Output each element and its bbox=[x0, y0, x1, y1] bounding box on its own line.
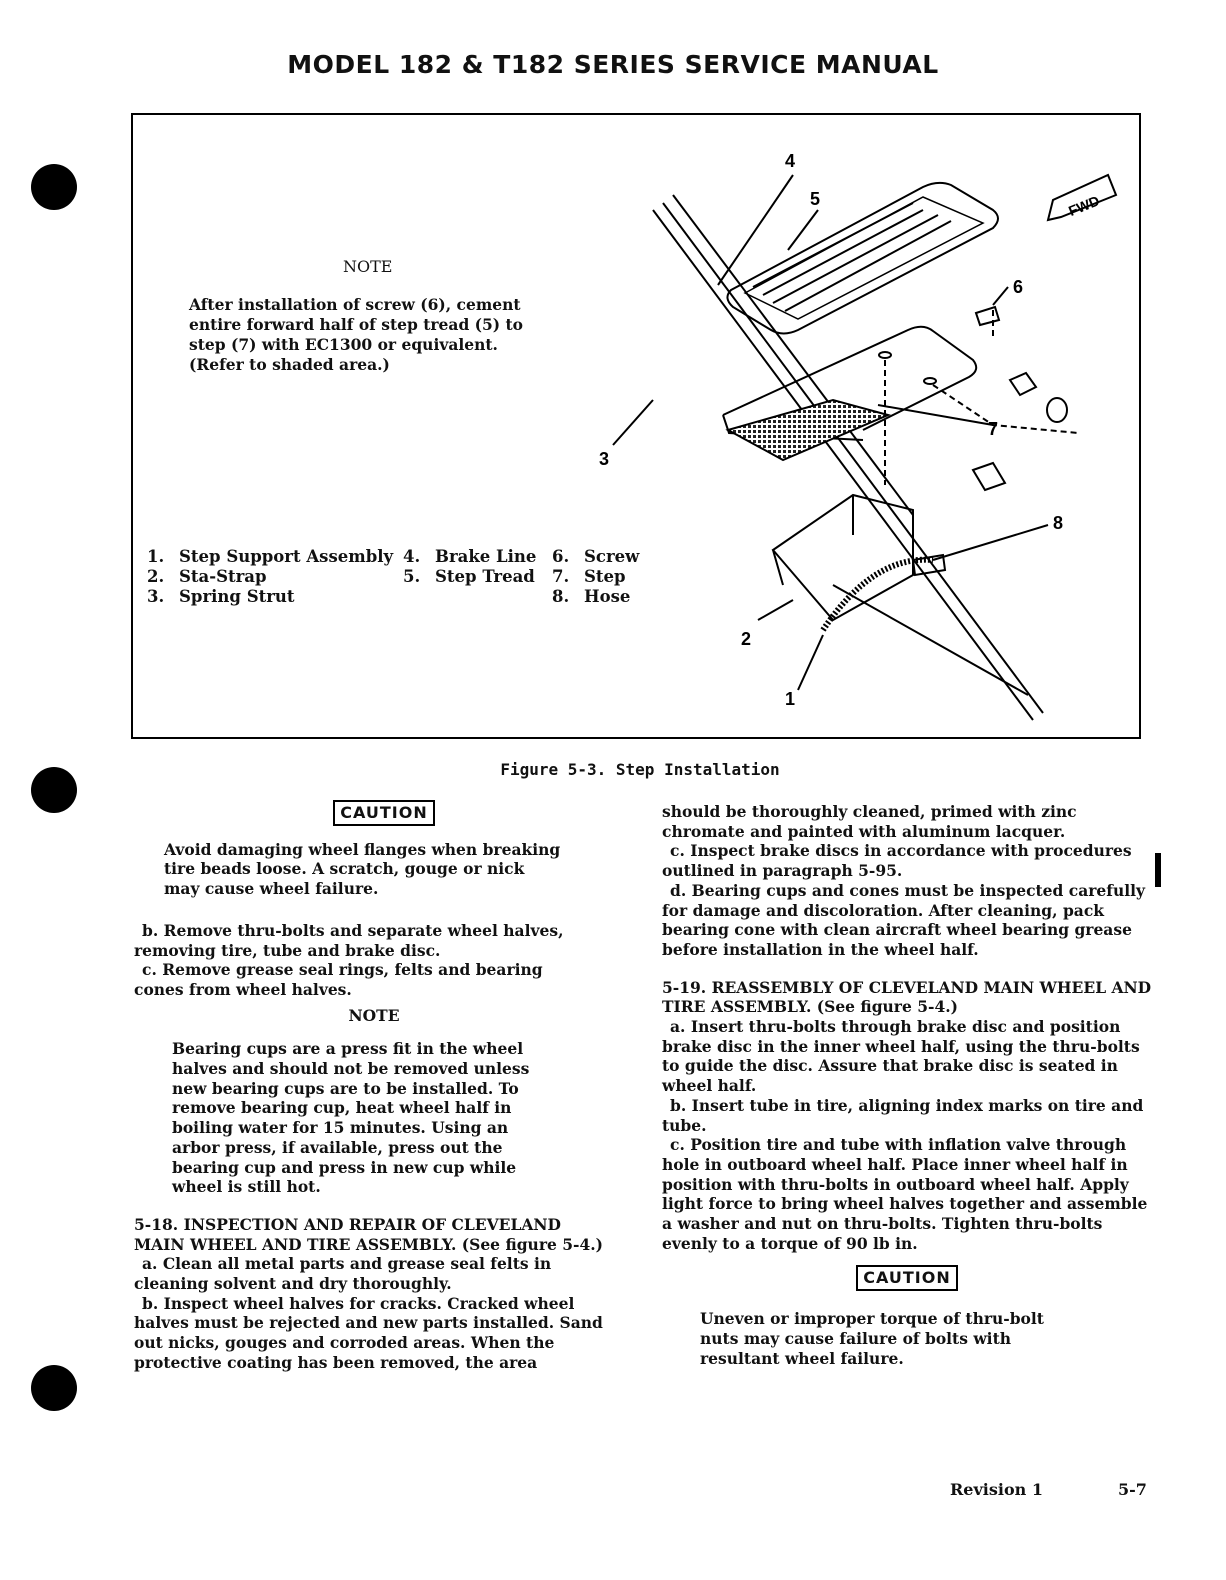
caution-label: CAUTION bbox=[856, 1265, 957, 1291]
step-5-18-d: d. Bearing cups and cones must be inspected carefully for damage and discoloration. After cleaning, pack bearing cone with clean aircraft wheel bearing grease before installation in the wheel half. bbox=[662, 880, 1145, 959]
strut-line bbox=[663, 203, 1043, 713]
callout-2: 2 bbox=[741, 629, 752, 649]
legend-num: 2. bbox=[147, 567, 165, 586]
figure-caption: Figure 5-3. Step Installation bbox=[500, 760, 780, 779]
step-5-19-b: b. Insert tube in tire, aligning index marks on tire and tube. bbox=[662, 1095, 1144, 1135]
section-5-18-heading: 5-18. INSPECTION AND REPAIR OF CLEVELAND MAIN WHEEL AND TIRE ASSEMBLY. (See figure 5-4.) bbox=[134, 1214, 603, 1254]
legend-num: 7. bbox=[552, 567, 570, 586]
legend-label: Hose bbox=[584, 587, 631, 606]
step-tread bbox=[727, 183, 998, 334]
left-column bbox=[134, 800, 614, 1373]
legend-label: Spring Strut bbox=[179, 587, 295, 606]
binder-hole bbox=[31, 164, 77, 210]
legend-num: 3. bbox=[147, 587, 165, 606]
step-5-18-c: c. Inspect brake discs in accordance with procedures outlined in paragraph 5-95. bbox=[662, 841, 1132, 881]
nut bbox=[1010, 373, 1036, 395]
caution-text: Uneven or improper torque of thru-bolt nuts may cause failure of bolts with resultant wheel failure. bbox=[700, 1309, 1044, 1368]
bolt bbox=[973, 463, 1005, 490]
figure-5-3 bbox=[131, 113, 1141, 739]
page-title: MODEL 182 & T182 SERIES SERVICE MANUAL bbox=[287, 50, 939, 79]
screw bbox=[976, 307, 999, 325]
step-5-18-b: b. Inspect wheel halves for cracks. Cracked wheel halves must be rejected and new parts installed. Sand out nicks, gouges and corroded areas. When the protective coating has been removed, the area bbox=[134, 1293, 603, 1372]
legend-num: 8. bbox=[552, 587, 570, 606]
step-5-18-a: a. Clean all metal parts and grease seal felts in cleaning solvent and dry thoroughly. bbox=[134, 1254, 552, 1294]
callout-7: 7 bbox=[988, 419, 999, 439]
page-number: 5-7 bbox=[1118, 1480, 1147, 1499]
step-installation-drawing bbox=[133, 115, 1139, 737]
legend-num: 6. bbox=[552, 547, 570, 566]
washer bbox=[1047, 398, 1067, 422]
strut-line bbox=[653, 210, 1033, 720]
callout-8: 8 bbox=[1053, 513, 1064, 533]
fwd-label: FWD bbox=[1066, 192, 1102, 220]
callout-1: 1 bbox=[785, 689, 796, 709]
legend-label: Brake Line bbox=[435, 547, 537, 566]
binder-hole bbox=[31, 1365, 77, 1411]
legend-num: 4. bbox=[403, 547, 421, 566]
step-5-19-c: c. Position tire and tube with inflation valve through hole in outboard wheel half. Place inner wheel half in position with thru-bolts in outboard wheel half. Apply light force to bring wheel halves together and assemble a washer and nut on thru-bolts. Tighten thru-bolts evenly to a torque of 90 lb in. bbox=[662, 1135, 1148, 1253]
legend-label: Step bbox=[584, 567, 626, 586]
callout-6: 6 bbox=[1013, 277, 1024, 297]
callout-5: 5 bbox=[810, 189, 821, 209]
continued-text: should be thoroughly cleaned, primed with zinc chromate and painted with aluminum lacquer. bbox=[662, 802, 1077, 841]
right-column bbox=[662, 802, 1152, 1368]
note-text: Bearing cups are a press fit in the wheel halves and should not be removed unless new bearing cups are to be installed. To remove bearing cup, heat wheel half in boiling water for 15 minutes. Using an arbor press, if available, press out the bearing cup and press in new cup while wheel is still hot. bbox=[172, 1039, 530, 1197]
step-support-bracket bbox=[773, 495, 913, 620]
figure-note-heading: NOTE bbox=[343, 257, 393, 276]
callout-4: 4 bbox=[785, 151, 796, 171]
note-heading: NOTE bbox=[348, 1005, 400, 1025]
step-5-19-a: a. Insert thru-bolts through brake disc and position brake disc in the inner wheel half, using the thru-bolts to guide the disc. Assure that brake disc is seated in wheel half. bbox=[662, 1017, 1140, 1096]
step-c: c. Remove grease seal rings, felts and bearing cones from wheel halves. bbox=[134, 960, 543, 999]
caution-text: Avoid damaging wheel flanges when breaking tire beads loose. A scratch, gouge or nick may cause wheel failure. bbox=[164, 839, 561, 899]
figure-note-text: After installation of screw (6), cement entire forward half of step tread (5) to step (7) with EC1300 or equivalent. (Refer to shaded area.) bbox=[189, 295, 524, 374]
revision-bar bbox=[1155, 853, 1161, 887]
legend-label: Screw bbox=[584, 547, 640, 566]
step-b: b. Remove thru-bolts and separate wheel halves, removing tire, tube and brake disc. bbox=[134, 920, 564, 960]
legend-label: Step Support Assembly bbox=[179, 547, 394, 566]
legend-num: 1. bbox=[147, 547, 165, 566]
legend-label: Sta-Strap bbox=[179, 567, 267, 586]
callout-3: 3 bbox=[599, 449, 610, 469]
legend-num: 5. bbox=[403, 567, 421, 586]
legend-label: Step Tread bbox=[435, 567, 535, 586]
caution-label: CAUTION bbox=[333, 800, 434, 826]
section-5-19-heading: 5-19. REASSEMBLY OF CLEVELAND MAIN WHEEL AND TIRE ASSEMBLY. (See figure 5-4.) bbox=[662, 977, 1152, 1017]
revision-label: Revision 1 bbox=[950, 1480, 1043, 1499]
